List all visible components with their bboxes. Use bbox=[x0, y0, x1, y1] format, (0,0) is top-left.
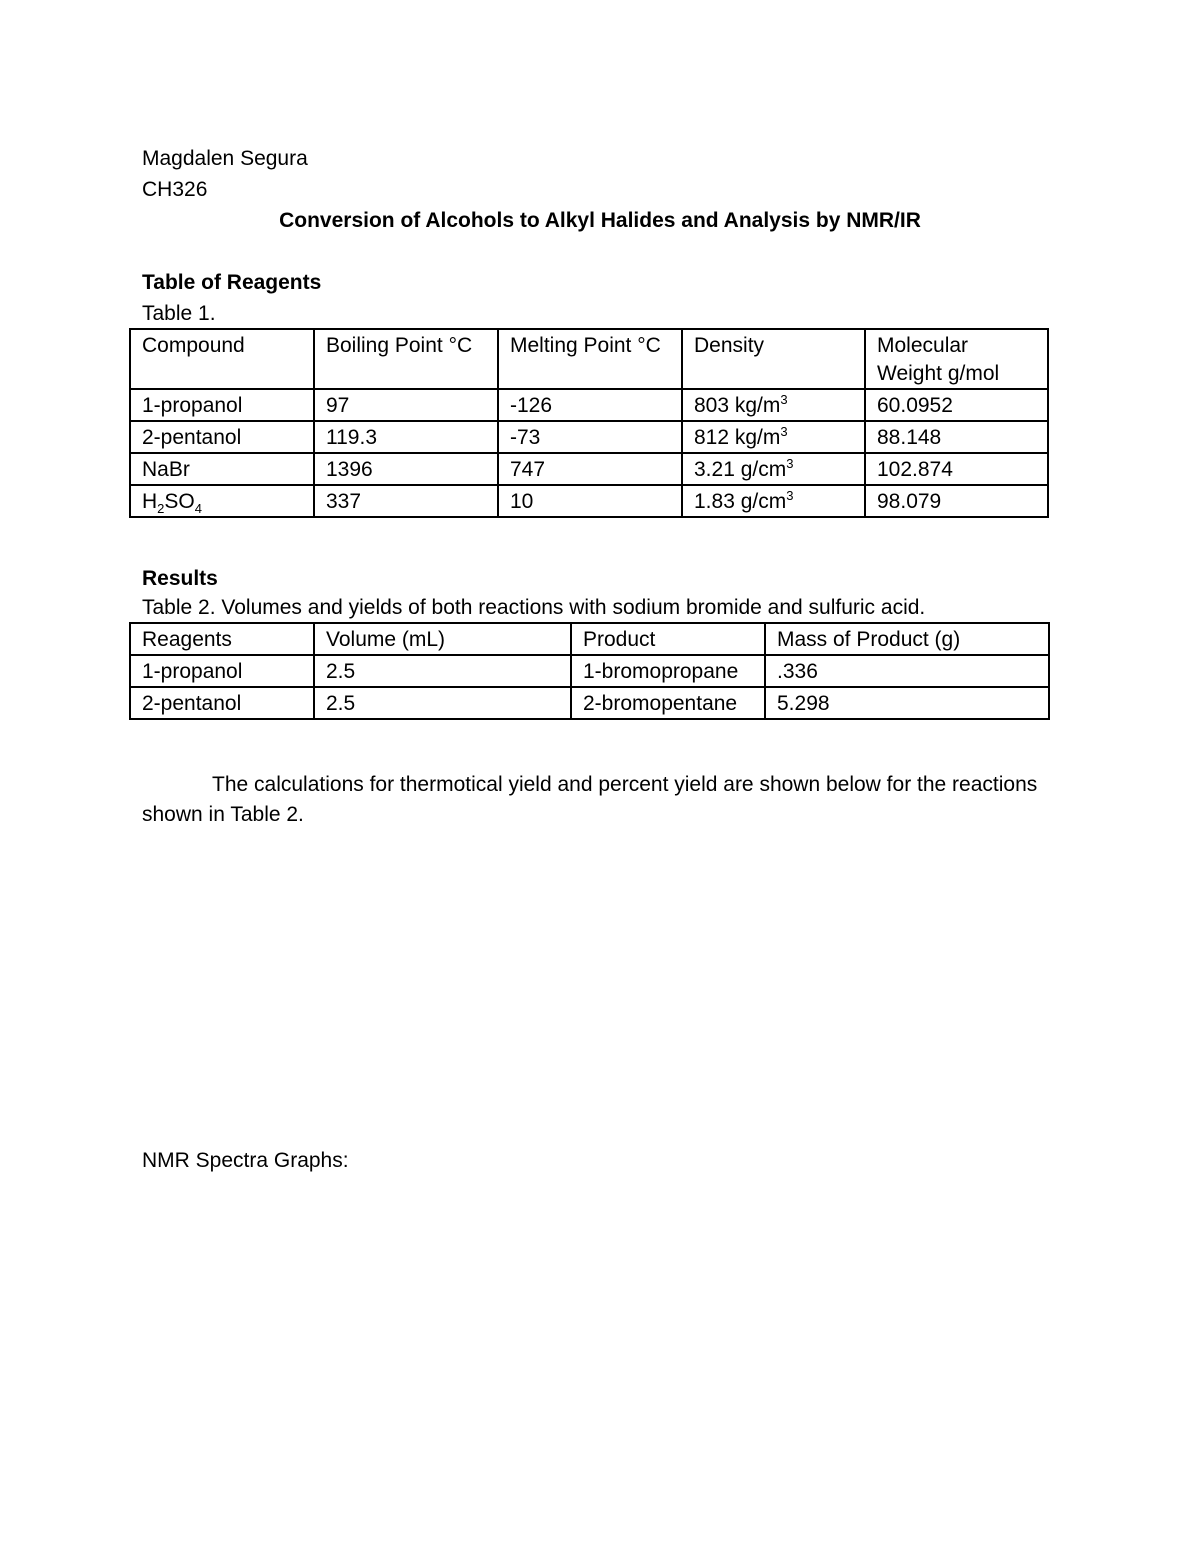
boiling-point-cell: 1396 bbox=[314, 453, 498, 485]
table-row bbox=[130, 485, 1048, 517]
volume-cell: 2.5 bbox=[314, 655, 571, 687]
header-cell: Reagents bbox=[130, 623, 314, 655]
density-cell bbox=[682, 421, 865, 453]
header-cell: Molecular Weight g/mol bbox=[865, 329, 1048, 389]
density-exponent: 3 bbox=[786, 456, 794, 471]
reagent-cell: 1-propanol bbox=[130, 655, 314, 687]
course-code: CH326 bbox=[142, 178, 208, 201]
header-cell: Density bbox=[682, 329, 865, 389]
boiling-point-cell: 97 bbox=[314, 389, 498, 421]
volume-cell: 2.5 bbox=[314, 687, 571, 719]
boiling-point-cell: 337 bbox=[314, 485, 498, 517]
table-header-row bbox=[130, 329, 1048, 389]
mass-cell: 5.298 bbox=[765, 687, 1049, 719]
reagents-heading: Table of Reagents bbox=[142, 271, 322, 294]
compound-cell: NaBr bbox=[130, 453, 314, 485]
boiling-point-cell: 119.3 bbox=[314, 421, 498, 453]
compound-cell: 1-propanol bbox=[130, 389, 314, 421]
results-table bbox=[129, 622, 1050, 720]
author-name: Magdalen Segura bbox=[142, 147, 308, 170]
nmr-heading: NMR Spectra Graphs: bbox=[142, 1149, 349, 1172]
mass-cell: .336 bbox=[765, 655, 1049, 687]
formula-part: H bbox=[142, 490, 158, 513]
table1-caption: Table 1. bbox=[142, 302, 216, 325]
density-value: 3.21 g/cm bbox=[694, 458, 787, 481]
molecular-weight-cell: 102.874 bbox=[865, 453, 1048, 485]
melting-point-cell: 10 bbox=[498, 485, 682, 517]
density-cell bbox=[682, 485, 865, 517]
header-cell: Boiling Point °C bbox=[314, 329, 498, 389]
reagent-cell: 2-pentanol bbox=[130, 687, 314, 719]
formula-subscript: 2 bbox=[157, 501, 165, 517]
density-exponent: 3 bbox=[786, 488, 794, 503]
molecular-weight-cell: 60.0952 bbox=[865, 389, 1048, 421]
header-cell: Melting Point °C bbox=[498, 329, 682, 389]
calculations-paragraph: The calculations for thermotical yield and percent yield are shown below for the reactions shown in Table 2. bbox=[142, 773, 1038, 826]
product-cell: 1-bromopropane bbox=[571, 655, 765, 687]
melting-point-cell: 747 bbox=[498, 453, 682, 485]
compound-cell: 2-pentanol bbox=[130, 421, 314, 453]
table-row bbox=[130, 421, 1048, 453]
density-value: 1.83 g/cm bbox=[694, 490, 787, 513]
density-value: 812 kg/m bbox=[694, 426, 781, 449]
compound-cell bbox=[130, 485, 314, 517]
reagents-table bbox=[129, 328, 1049, 518]
density-value: 803 kg/m bbox=[694, 394, 781, 417]
header-cell: Mass of Product (g) bbox=[765, 623, 1049, 655]
header-cell: Product bbox=[571, 623, 765, 655]
table-row bbox=[130, 687, 1049, 719]
table-row bbox=[130, 453, 1048, 485]
density-cell bbox=[682, 453, 865, 485]
header-cell: Volume (mL) bbox=[314, 623, 571, 655]
document-title: Conversion of Alcohols to Alkyl Halides and Analysis by NMR/IR bbox=[279, 209, 921, 232]
density-exponent: 3 bbox=[780, 424, 788, 439]
density-cell bbox=[682, 389, 865, 421]
melting-point-cell: -126 bbox=[498, 389, 682, 421]
product-cell: 2-bromopentane bbox=[571, 687, 765, 719]
molecular-weight-cell: 98.079 bbox=[865, 485, 1048, 517]
table-row bbox=[130, 389, 1048, 421]
results-heading: Results bbox=[142, 567, 218, 590]
formula-part: SO bbox=[164, 490, 195, 513]
formula-subscript: 4 bbox=[194, 501, 202, 517]
table2-caption: Table 2. Volumes and yields of both reactions with sodium bromide and sulfuric acid. bbox=[142, 596, 926, 619]
density-exponent: 3 bbox=[780, 392, 788, 407]
table-header-row bbox=[130, 623, 1049, 655]
header-cell: Compound bbox=[130, 329, 314, 389]
molecular-weight-cell: 88.148 bbox=[865, 421, 1048, 453]
table-row bbox=[130, 655, 1049, 687]
melting-point-cell: -73 bbox=[498, 421, 682, 453]
